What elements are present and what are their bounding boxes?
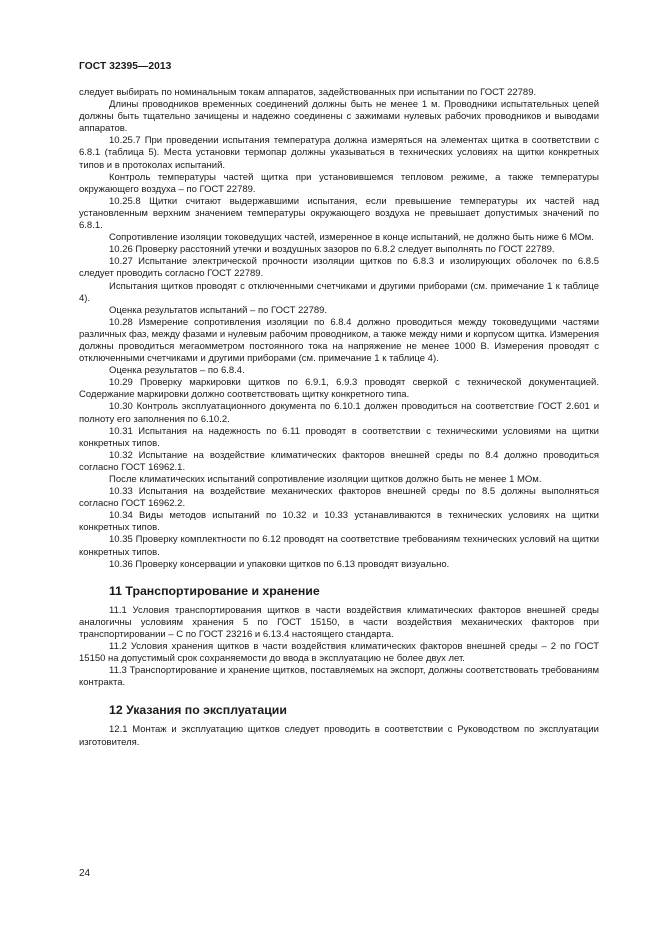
page-body [79,87,599,749]
paragraph: 12.1 Монтаж и эксплуатацию щитков следует проводить в соответствии с Руководством по эксплуатации изготовителя. [79,724,599,748]
paragraph: 11.2 Условия хранения щитков в части воздействия климатических факторов внешней среды – 2 по ГОСТ 15150 на допустимый срок сохраняемости до ввода в эксплуатацию не более двух лет. [79,641,599,665]
paragraph: Оценка результатов испытаний – по ГОСТ 22789. [109,304,328,316]
paragraph: Контроль температуры частей щитка при установившемся тепловом режиме, а также температуры окружающего воздуха – по ГОСТ 22789. [79,171,599,195]
paragraph: Сопротивление изоляции токоведущих частей, измеренное в конце испытаний, не должно быть ниже 6 МОм. [109,232,594,244]
section-heading-operation: 12 Указания по эксплуатации [109,703,287,718]
section-heading-transport: 11 Транспортирование и хранение [109,583,320,598]
paragraph: 10.28 Измерение сопротивления изоляции по 6.8.4 должно проводиться между токоведущими частями различных фаз, между фазами и нулевым рабочим проводником, а также между ними и корпусом щитка. Измерения должны проводиться мегаомметром постоянного тока на напряжение не менее 1000 В. Измерения проводят с отключенными счетчиками и другими приборами (см. примечание 1 к таблице 4). [79,316,599,365]
paragraph: 10.27 Испытание электрической прочности изоляции щитков по 6.8.3 и изолирующих оболочек по 6.8.5 следует проводить согласно ГОСТ 22789. [79,256,599,280]
paragraph: 10.29 Проверку маркировки щитков по 6.9.1, 6.9.3 проводят сверкой с технической документацией. Содержание маркировки должно соответствовать щитку конкретного типа. [79,377,599,401]
paragraph: 10.34 Виды методов испытаний по 10.32 и 10.33 устанавливаются в технических условиях на щитки конкретных типов. [79,510,599,534]
paragraph: следует выбирать по номинальным токам аппаратов, задействованных при испытании по ГОСТ 22789. [79,87,537,98]
paragraph: 10.35 Проверку комплектности по 6.12 проводят на соответствие требованиям технических условий на щитки конкретных типов. [79,534,599,558]
paragraph: 10.36 Проверку консервации и упаковки щитков по 6.13 проводят визуально. [109,558,450,570]
paragraph: 10.26 Проверку расстояний утечки и воздушных зазоров по 6.8.2 следует выполнять по ГОСТ 22789. [109,244,555,256]
paragraph: 11.1 Условия транспортирования щитков в части воздействия климатических факторов внешней среды аналогичны условиям хранения 5 по ГОСТ 15150, в части воздействия механических факторов при транспортировании – С по ГОСТ 23216 и 6.13.4 настоящего стандарта. [79,604,599,640]
paragraph: 10.31 Испытания на надежность по 6.11 проводят в соответствии с техническими условиями на щитки конкретных типов. [79,425,599,449]
paragraph: 10.33 Испытания на воздействие механических факторов внешней среды по 8.5 должны выполняться согласно ГОСТ 16962.2. [79,486,599,510]
paragraph: 10.32 Испытание на воздействие климатических факторов внешней среды по 8.4 должно проводиться согласно ГОСТ 16962.1. [79,449,599,473]
document-header: ГОСТ 32395—2013 [79,61,172,72]
page-number: 24 [79,868,91,879]
paragraph: 10.25.7 При проведении испытания температура должна измеряться на элементах щитка в соответствии с 6.8.1 (таблица 5). Места установки термопар должны указываться в технических условиях на щитки конкретных типов и в протоколах испытаний. [79,135,599,171]
paragraph: 11.3 Транспортирование и хранение щитков, поставляемых на экспорт, должны соответствовать требованиям контракта. [79,665,599,689]
paragraph: 10.25.8 Щитки считают выдержавшими испытания, если превышение температуры их частей над установленным верхним значением температуры окружающего воздуха не превышает допустимых значений по 6.8.1. [79,195,599,232]
paragraph: Длины проводников временных соединений должны быть не менее 1 м. Проводники испытательных цепей должны быть тщательно зачищены и надежно соединены с зажимами нулевых рабочих проводников и выводами аппаратов. [79,99,599,135]
paragraph: Испытания щитков проводят с отключенными счетчиками и другими приборами (см. примечание 1 к таблице 4). [79,280,599,304]
paragraph: После климатических испытаний сопротивление изоляции щитков должно быть не менее 1 МОм. [109,474,542,485]
paragraph: 10.30 Контроль эксплуатационного документа по 6.10.1 должен проводиться на соответствие ГОСТ 2.601 и полноту его заполнения по 6.10.2. [79,401,599,425]
paragraph: Оценка результатов – по 6.8.4. [109,365,245,377]
